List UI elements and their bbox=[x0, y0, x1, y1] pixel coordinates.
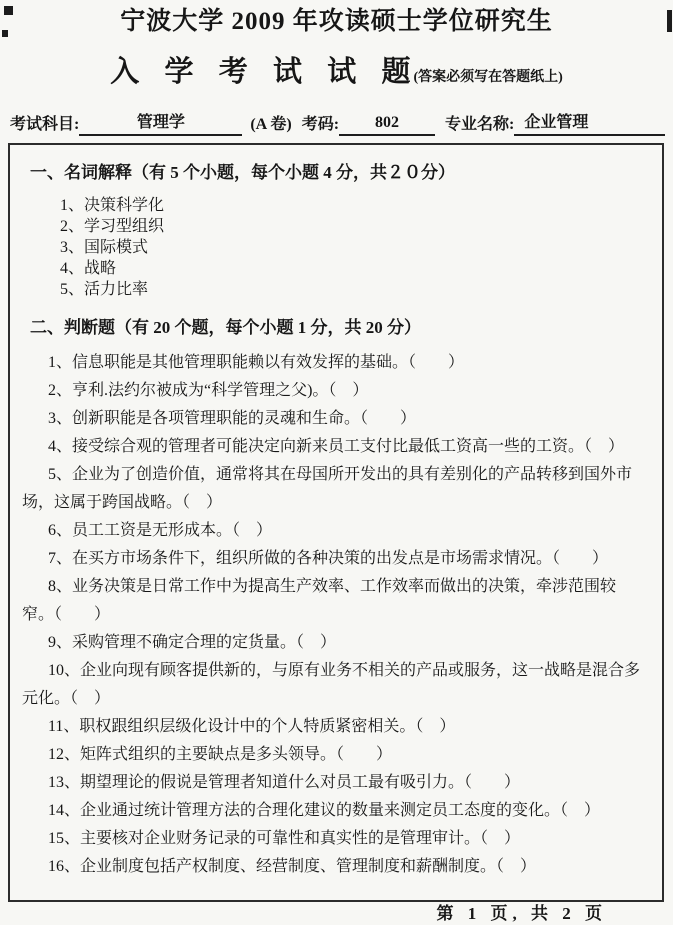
subject-label: 考试科目: bbox=[10, 116, 80, 133]
definition-item: 3、国际模式 bbox=[60, 239, 149, 256]
section1-item-list bbox=[60, 195, 648, 300]
section2-heading: 二、判断题（有 20 个题，每个小题 1 分，共 20 分） bbox=[30, 318, 421, 337]
scan-artifact bbox=[667, 10, 672, 32]
judgment-question: 9、采购管理不确定合理的定货量。（ ） bbox=[48, 634, 337, 651]
major-value-field: 企业管理 bbox=[514, 112, 665, 136]
questions-box bbox=[8, 143, 664, 902]
judgment-question: 8、业务决策是日常工作中为提高生产效率、工作效率而做出的决策，牵涉范围较窄。（ ） bbox=[22, 578, 617, 623]
judgment-question: 10、企业向现有顾客提供新的，与原有业务不相关的产品或服务，这一战略是混合多元化。（ ） bbox=[22, 662, 641, 707]
judgment-question: 4、接受综合观的管理者可能决定向新来员工支付比最低工资高一些的工资。（ ） bbox=[48, 438, 625, 455]
judgment-question: 3、创新职能是各项管理职能的灵魂和生命。（ ） bbox=[48, 410, 417, 427]
page-number: 第 1 页, 共 2 页 bbox=[436, 904, 607, 923]
exam-header bbox=[0, 0, 673, 96]
exam-title-line2 bbox=[0, 54, 673, 96]
judgment-question: 6、员工工资是无形成本。（ ） bbox=[48, 522, 273, 539]
exam-title-note: (答案必须写在答题纸上) bbox=[413, 70, 563, 85]
exam-title-line1: 宁波大学 2009 年攻读硕士学位研究生 bbox=[120, 8, 553, 35]
judgment-question: 2、亨利.法约尔被成为“科学管理之父)。（ ） bbox=[48, 382, 369, 399]
judgment-question: 1、信息职能是其他管理职能赖以有效发挥的基础。（ ） bbox=[48, 354, 465, 371]
code-label: 考码: bbox=[301, 116, 340, 133]
exam-meta-row bbox=[10, 112, 665, 136]
paper-version-label: (A 卷) bbox=[250, 116, 292, 133]
judgment-question: 12、矩阵式组织的主要缺点是多头领导。（ ） bbox=[48, 746, 393, 763]
major-label: 专业名称: bbox=[445, 116, 515, 133]
judgment-question: 13、期望理论的假说是管理者知道什么对员工最有吸引力。（ ） bbox=[48, 774, 521, 791]
section2-item-list bbox=[22, 349, 648, 881]
judgment-question: 14、企业通过统计管理方法的合理化建议的数量来测定员工态度的变化。（ ） bbox=[48, 802, 601, 819]
definition-item: 4、战略 bbox=[60, 260, 117, 277]
judgment-question: 15、主要核对企业财务记录的可靠性和真实性的是管理审计。（ ） bbox=[48, 830, 521, 847]
subject-value-field: 管理学 bbox=[79, 112, 242, 136]
definition-item: 1、决策科学化 bbox=[60, 197, 165, 214]
code-value-field: 802 bbox=[339, 112, 435, 136]
judgment-question: 5、企业为了创造价值，通常将其在母国所开发出的具有差别化的产品转移到国外市场，这属于跨国战略。（ ） bbox=[22, 466, 633, 511]
judgment-question: 11、职权跟组织层级化设计中的个人特质紧密相关。（ ） bbox=[48, 718, 456, 735]
exam-title-main: 入 学 考 试 试 题 bbox=[110, 56, 420, 88]
definition-item: 2、学习型组织 bbox=[60, 218, 165, 235]
section1-heading: 一、名词解释（有 5 个小题，每个小题 4 分，共２０分） bbox=[30, 163, 455, 182]
judgment-question: 16、企业制度包括产权制度、经营制度、管理制度和薪酬制度。（ ） bbox=[48, 858, 537, 875]
scan-artifact bbox=[4, 6, 13, 15]
scan-artifact bbox=[2, 30, 8, 37]
judgment-question: 7、在买方市场条件下，组织所做的各种决策的出发点是市场需求情况。（ ） bbox=[48, 550, 609, 567]
definition-item: 5、活力比率 bbox=[60, 281, 149, 298]
